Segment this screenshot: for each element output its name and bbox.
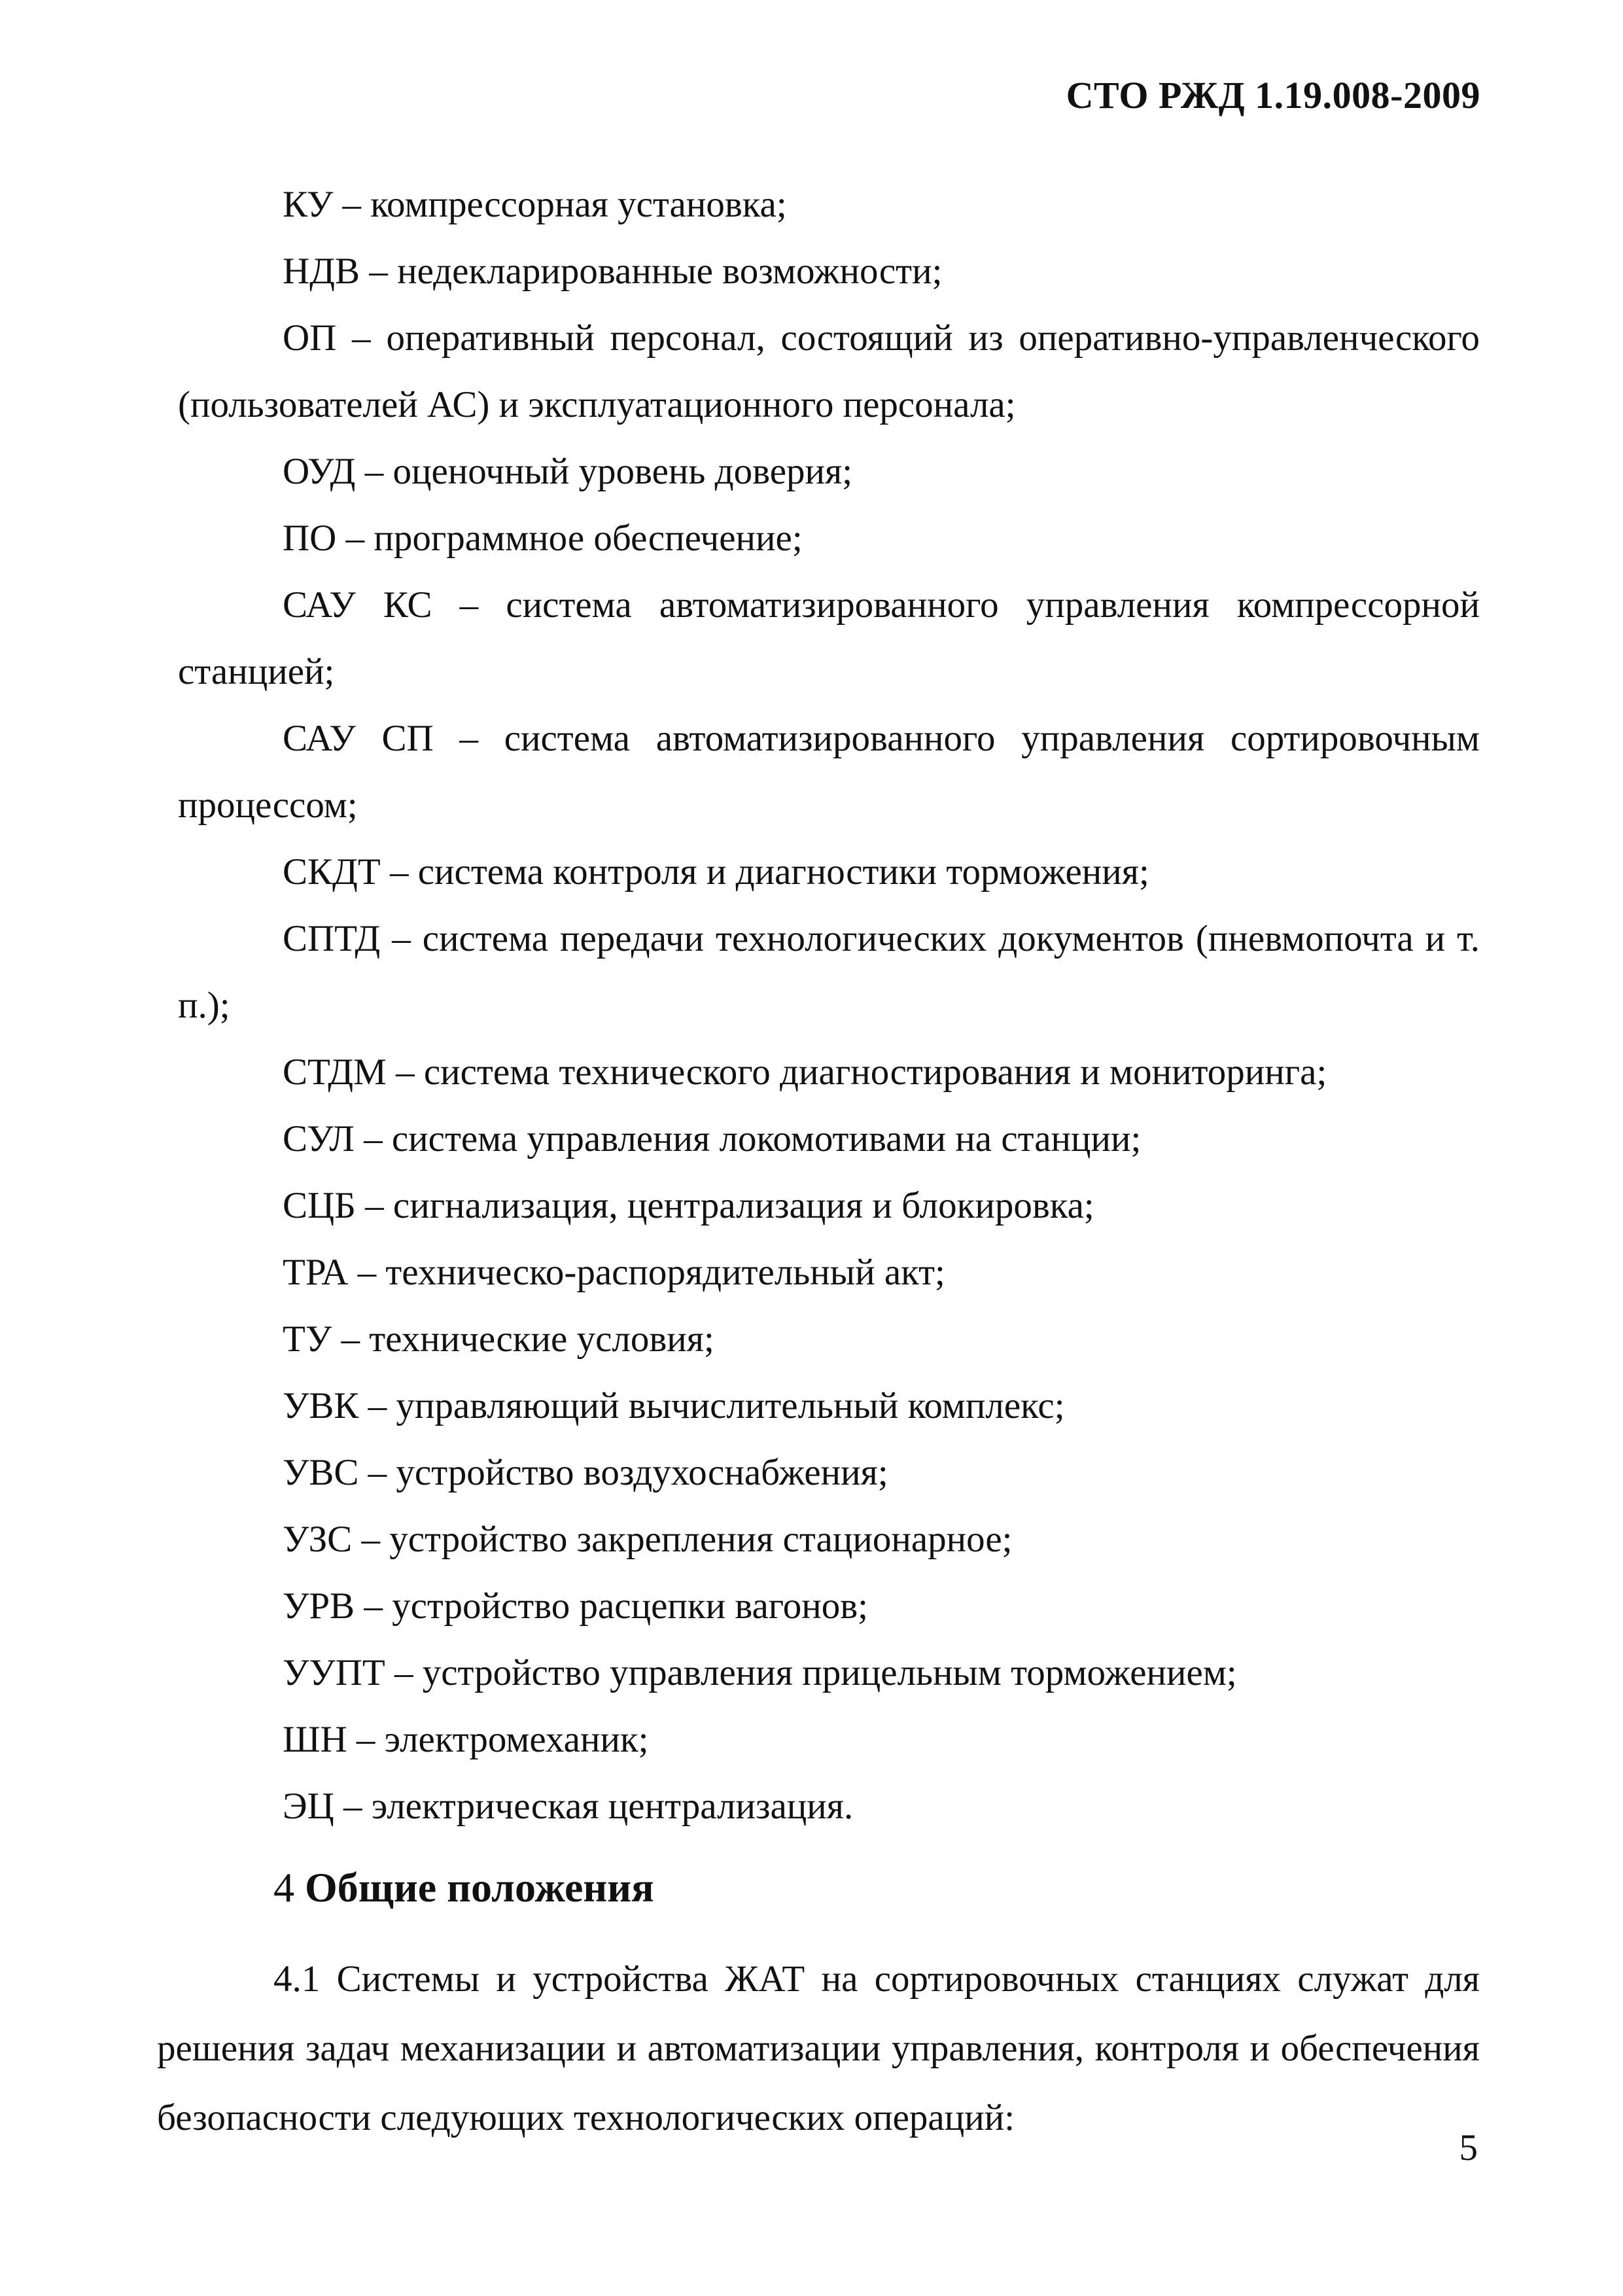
- abbreviation-term: УВК: [283, 1385, 359, 1426]
- document-code-header: СТО РЖД 1.19.008-2009: [1066, 74, 1480, 116]
- abbreviation-definition: технические условия;: [369, 1318, 714, 1360]
- abbreviation-dash: –: [380, 851, 418, 892]
- abbreviation-item: [178, 1306, 1480, 1373]
- abbreviation-dash: –: [336, 317, 387, 359]
- abbreviation-term: ТУ: [283, 1318, 332, 1360]
- abbreviation-term: УРВ: [283, 1585, 355, 1627]
- abbreviation-item: [178, 438, 1480, 505]
- abbreviation-item: [178, 1039, 1480, 1106]
- abbreviation-dash: –: [355, 1585, 393, 1627]
- abbreviation-definition: система контроля и диагностики торможения;: [417, 851, 1149, 892]
- abbreviation-definition: система автоматизированного управления компрессорной станцией;: [178, 584, 1480, 692]
- page-number: 5: [1459, 2127, 1478, 2168]
- abbreviation-item: [178, 1773, 1480, 1840]
- abbreviation-dash: –: [348, 1252, 386, 1293]
- abbreviation-dash: –: [432, 584, 506, 626]
- abbreviation-definition: оперативный персонал, состоящий из оперативно-управленческого (пользователей АС) и эксплуатационного персонала;: [178, 317, 1480, 425]
- abbreviation-definition: компрессорная установка;: [370, 184, 787, 225]
- abbreviation-term: САУ КС: [283, 584, 432, 626]
- abbreviation-dash: –: [336, 518, 374, 559]
- abbreviation-term: КУ: [283, 184, 334, 225]
- section-heading: [273, 1863, 654, 1912]
- abbreviation-definition: устройство закрепления стационарное;: [389, 1519, 1013, 1560]
- abbreviation-list: [178, 171, 1480, 1840]
- abbreviation-term: ЭЦ: [283, 1786, 334, 1827]
- abbreviation-definition: управляющий вычислительный комплекс;: [396, 1385, 1065, 1426]
- abbreviation-dash: –: [334, 1786, 372, 1827]
- abbreviation-item: [178, 1706, 1480, 1773]
- abbreviation-dash: –: [354, 1118, 392, 1159]
- abbreviation-dash: –: [332, 1318, 370, 1360]
- abbreviation-term: ПО: [283, 518, 337, 559]
- abbreviation-item: [178, 1239, 1480, 1306]
- abbreviation-definition: недекларированные возможности;: [397, 251, 943, 292]
- abbreviation-definition: техническо-распорядительный акт;: [385, 1252, 945, 1293]
- abbreviation-term: СТДМ: [283, 1051, 387, 1093]
- abbreviation-term: СКДТ: [283, 851, 381, 892]
- abbreviation-dash: –: [385, 1652, 423, 1693]
- abbreviation-term: САУ СП: [283, 718, 434, 759]
- abbreviation-dash: –: [358, 1385, 396, 1426]
- abbreviation-definition: устройство управления прицельным торможением;: [422, 1652, 1237, 1693]
- abbreviation-definition: сигнализация, централизация и блокировка;: [393, 1185, 1094, 1226]
- abbreviation-term: СЦБ: [283, 1185, 356, 1226]
- abbreviation-dash: –: [355, 1185, 393, 1226]
- abbreviation-term: СПТД: [283, 918, 381, 959]
- abbreviation-definition: устройство воздухоснабжения;: [396, 1452, 888, 1493]
- abbreviation-term: СУЛ: [283, 1118, 355, 1159]
- abbreviation-item: [178, 839, 1480, 906]
- abbreviation-dash: –: [386, 1051, 424, 1093]
- abbreviation-dash: –: [380, 918, 423, 959]
- abbreviation-item: [178, 1106, 1480, 1173]
- abbreviation-definition: устройство расцепки вагонов;: [392, 1585, 868, 1627]
- abbreviation-item: [178, 305, 1480, 438]
- paragraph-4-1: 4.1 Системы и устройства ЖАТ на сортировочных станциях служат для решения задач механизации и автоматизации управления, контроля и обеспечения безопасности следующих технологических операций:: [157, 1958, 1480, 2138]
- abbreviation-definition: система технического диагностирования и мониторинга;: [423, 1051, 1327, 1093]
- abbreviation-item: [178, 1573, 1480, 1640]
- abbreviation-term: ШН: [283, 1719, 347, 1760]
- abbreviation-dash: –: [360, 251, 398, 292]
- abbreviation-definition: система передачи технологических документов (пневмопочта и т. п.);: [178, 918, 1480, 1026]
- abbreviation-definition: электрическая централизация.: [371, 1786, 854, 1827]
- abbreviation-term: УЗС: [283, 1519, 353, 1560]
- abbreviation-item: [178, 1173, 1480, 1239]
- abbreviation-item: [178, 171, 1480, 238]
- abbreviation-item: [178, 1640, 1480, 1706]
- abbreviation-term: НДВ: [283, 251, 360, 292]
- abbreviation-term: ОУД: [283, 451, 356, 492]
- abbreviation-term: ОП: [283, 317, 337, 359]
- abbreviation-item: [178, 1439, 1480, 1506]
- abbreviation-dash: –: [352, 1519, 390, 1560]
- abbreviation-item: [178, 906, 1480, 1039]
- abbreviation-dash: –: [333, 184, 371, 225]
- abbreviation-dash: –: [347, 1719, 385, 1760]
- abbreviation-definition: система автоматизированного управления сортировочным процессом;: [178, 718, 1480, 826]
- section-title: Общие положения: [305, 1864, 654, 1911]
- abbreviation-item: [178, 1373, 1480, 1439]
- abbreviation-definition: электромеханик;: [384, 1719, 649, 1760]
- abbreviation-term: УУПТ: [283, 1652, 385, 1693]
- abbreviation-dash: –: [358, 1452, 396, 1493]
- abbreviation-definition: программное обеспечение;: [374, 518, 803, 559]
- abbreviation-item: [178, 238, 1480, 305]
- abbreviation-definition: оценочный уровень доверия;: [393, 451, 853, 492]
- abbreviation-definition: система управления локомотивами на станции;: [391, 1118, 1142, 1159]
- abbreviation-term: УВС: [283, 1452, 359, 1493]
- section-number: 4: [273, 1864, 294, 1911]
- abbreviation-item: [178, 1506, 1480, 1573]
- abbreviation-term: ТРА: [283, 1252, 349, 1293]
- abbreviation-item: [178, 505, 1480, 572]
- abbreviation-item: [178, 705, 1480, 839]
- abbreviation-dash: –: [355, 451, 393, 492]
- abbreviation-item: [178, 572, 1480, 705]
- abbreviation-dash: –: [433, 718, 504, 759]
